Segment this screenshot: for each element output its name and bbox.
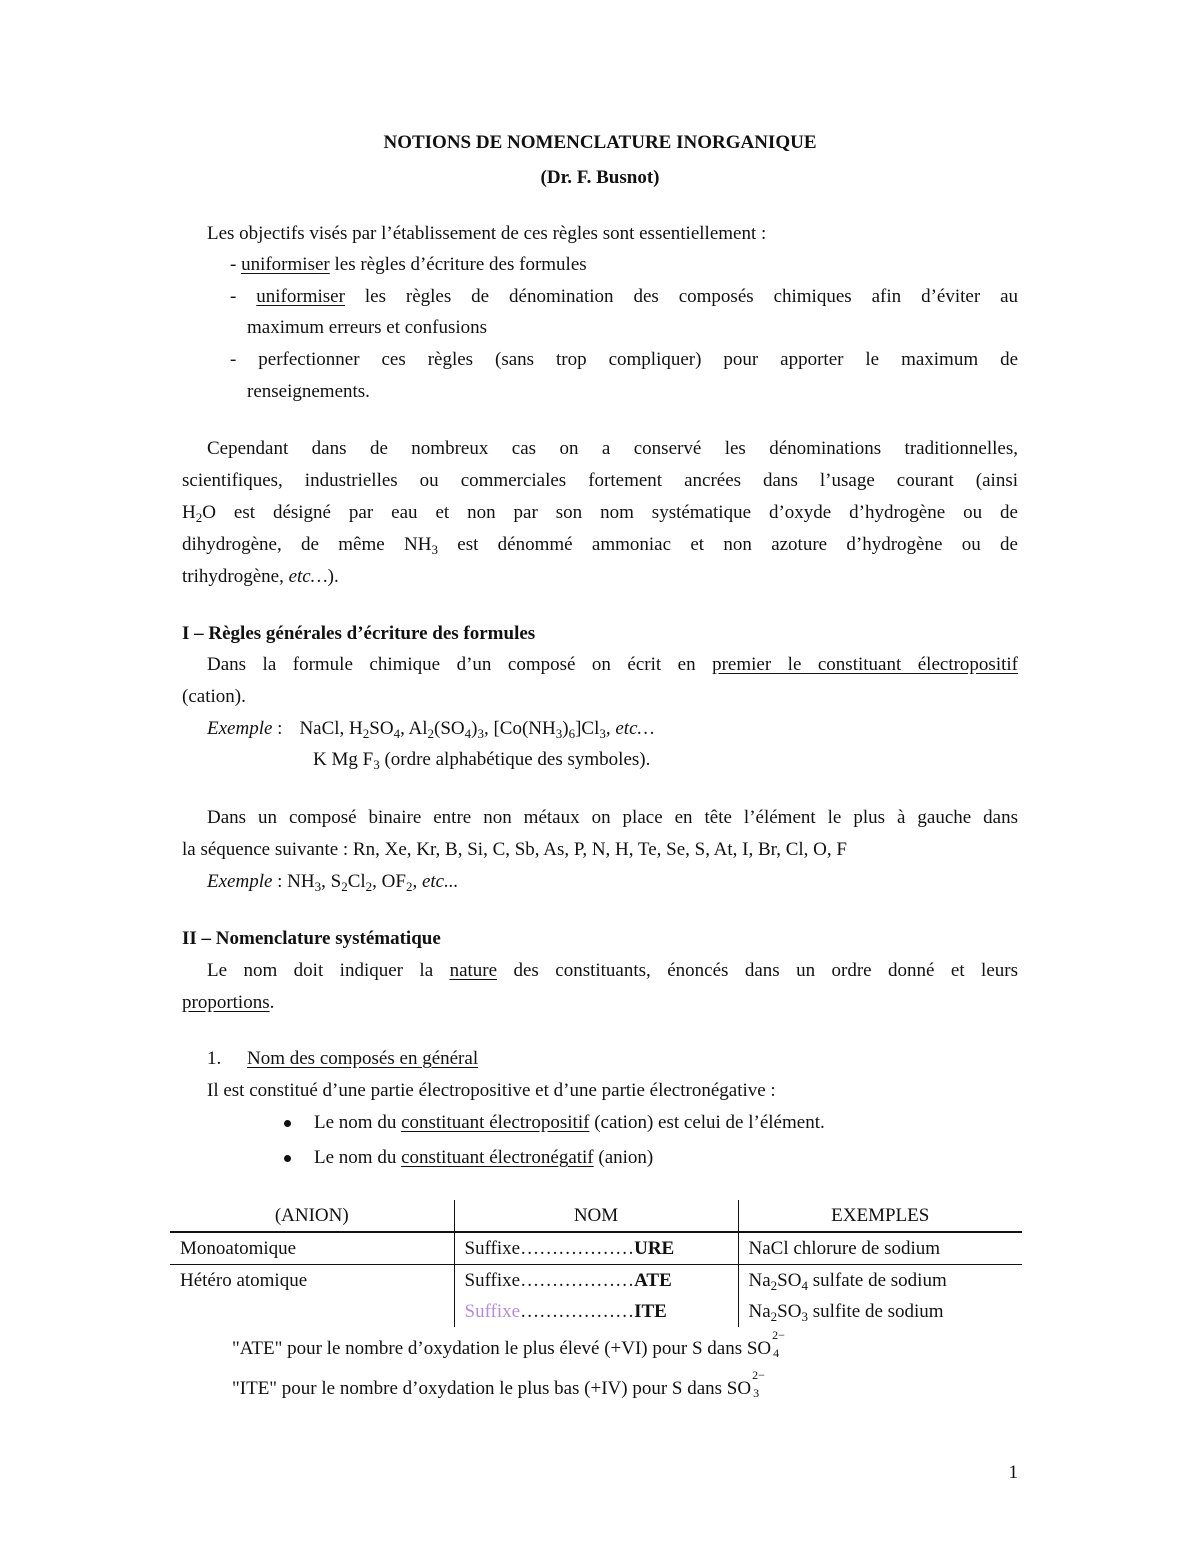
ex3-t8: , — [412, 871, 422, 892]
table-header-row — [170, 1200, 1022, 1232]
r3-na: Na — [748, 1300, 771, 1322]
r3-name: sulfite de sodium — [807, 1300, 944, 1322]
suffix-ure: URE — [634, 1237, 675, 1259]
table-cell: Hétéro atomique — [180, 1269, 308, 1291]
ex1-t12: ) — [562, 718, 569, 739]
subsection-1-paragraph: Il est constitué d’une partie électropositive et d’une partie électronégative : — [207, 1080, 776, 1101]
section-1-p1-line-2: (cation). — [182, 686, 246, 707]
bullet-1-b: (cation) est celui de l’élément. — [589, 1112, 825, 1133]
section-1-p1-a: Dans la formule chimique d’un composé on écrit en — [207, 654, 713, 675]
intro-item-3-line-1: - perfectionner ces règles (sans trop compliquer) pour apporter le maximum de — [230, 349, 1018, 370]
note-ate — [232, 1328, 785, 1361]
ex3-s3: 2 — [341, 879, 348, 894]
section-2-p1-a: Le nom doit indiquer la — [207, 960, 450, 981]
suffix-word-highlighted: Suffixe — [464, 1300, 521, 1322]
r2-na-sub: 2 — [770, 1277, 778, 1293]
table-cell: Monoatomique — [170, 1232, 454, 1265]
ex1-t4: , Al — [400, 718, 428, 739]
note-ate-text: "ATE" pour le nombre d’oxydation le plus élevé (+VI) pour S dans SO — [232, 1338, 772, 1359]
section-2-p1-line-1 — [207, 959, 1018, 983]
r2-name: sulfate de sodium — [807, 1269, 947, 1291]
intro-item-1-text: les règles d’écriture des formules — [329, 254, 587, 275]
section-1-example-1 — [207, 717, 654, 741]
example-3-label: Exemple — [207, 871, 273, 892]
ex3-s1: 3 — [314, 879, 322, 894]
bullet-1-a: Le nom du — [314, 1112, 402, 1133]
intro-item-3-text: perfectionner ces règles (sans trop compliquer) pour apporter le maximum de — [258, 349, 1018, 370]
r3-na-sub: 2 — [770, 1308, 778, 1324]
section-1-example-3 — [207, 870, 458, 894]
section-1-p2-line-1: Dans un composé binaire entre non métaux on place en tête l’élément le plus à gauche dans — [207, 807, 1018, 828]
bullet-2-a: Le nom du — [314, 1147, 402, 1168]
ex3-t6: , OF — [372, 871, 406, 892]
r3-so-sub: 3 — [801, 1308, 808, 1324]
ex2-sub: 3 — [373, 757, 380, 772]
r3-so: SO — [777, 1300, 802, 1322]
ex1-t2: SO — [369, 718, 394, 739]
section-2-heading: II – Nomenclature systématique — [182, 928, 441, 949]
section-2-p1-proportions: proportions — [182, 992, 270, 1013]
section-1-p1-underlined: premier le constituant électropositif — [712, 654, 1018, 675]
r2-so-sub: 4 — [801, 1277, 808, 1293]
ex1-s7: 4 — [464, 726, 472, 741]
subsection-1-title: Nom des composés en général — [247, 1048, 479, 1069]
intro-item-2-underlined: uniformiser — [256, 286, 345, 307]
bullet-2-b: (anion) — [593, 1147, 654, 1168]
ex1-s11: 3 — [555, 726, 563, 741]
para2-line-5-etc: etc… — [288, 566, 328, 587]
sulfite-charge: 2− — [752, 1368, 765, 1382]
ex1-t10: , [Co(NH — [483, 718, 556, 739]
bullet-2-underlined: constituant électronégatif — [401, 1147, 594, 1168]
sulfite-index: 3 — [753, 1386, 760, 1400]
para2-line-5-b: ). — [327, 566, 339, 587]
sulfate-charge: 2− — [772, 1328, 785, 1342]
table-row — [170, 1296, 1022, 1327]
table-cell — [738, 1265, 1022, 1297]
r2-na: Na — [748, 1269, 771, 1291]
para2-line-4-b: est dénommé ammoniac et non azoture d’hydrogène ou de — [437, 534, 1018, 555]
ex1-t14: ]Cl — [575, 718, 600, 739]
suffix-dots: ……………… — [520, 1300, 635, 1322]
section-1-example-2 — [313, 748, 650, 772]
ex1-t8: ) — [471, 718, 478, 739]
section-1-p1-line-1 — [207, 653, 1018, 677]
bullet-dot-icon — [284, 1120, 291, 1127]
section-2-p1-line-2 — [182, 991, 274, 1015]
section-2-p1-nature: nature — [449, 960, 498, 981]
intro-lead: Les objectifs visés par l’établissement de ces règles sont essentiellement : — [207, 223, 767, 244]
section-1-heading: I – Règles générales d’écriture des formules — [182, 623, 536, 644]
subsection-1-number: 1. — [207, 1048, 222, 1069]
para2-line-1: Cependant dans de nombreux cas on a conservé les dénominations traditionnelles, — [207, 438, 1018, 459]
bullet-dot-icon — [284, 1155, 291, 1162]
para2-line-5 — [182, 565, 339, 589]
table-cell — [738, 1296, 1022, 1327]
ex3-t4: Cl — [347, 871, 366, 892]
suffix-ite: ITE — [634, 1300, 667, 1322]
para2-line-2: scientifiques, industrielles ou commerciales fortement ancrées dans l’usage courant (ainsi — [182, 470, 1018, 491]
suffix-table — [170, 1200, 1022, 1327]
ex1-s13: 6 — [568, 726, 576, 741]
para2-line-4-sub: 3 — [431, 542, 438, 557]
table-row — [170, 1265, 1022, 1297]
para2-line-5-a: trihydrogène, — [182, 566, 289, 587]
intro-item-2-line-2: maximum erreurs et confusions — [247, 317, 488, 338]
table-header-nom: NOM — [454, 1200, 738, 1232]
intro-item-1: - uniformiser les règles d’écriture des formules — [230, 254, 587, 275]
page-number: 1 — [1008, 1462, 1018, 1483]
ex1-t6: (SO — [434, 718, 465, 739]
document-author: (Dr. F. Busnot) — [540, 167, 660, 188]
section-2-p1-c: . — [269, 992, 275, 1013]
suffix-ate: ATE — [634, 1269, 672, 1291]
document-title: NOTIONS DE NOMENCLATURE INORGANIQUE — [383, 132, 817, 153]
bullet-2 — [314, 1146, 653, 1170]
ex3-etc: etc... — [421, 871, 459, 892]
table-header-exemples: EXEMPLES — [738, 1200, 1022, 1232]
para2-line-4-a: dihydrogène, de même NH — [182, 534, 432, 555]
ex1-s15: 3 — [599, 726, 606, 741]
intro-item-2-text: les règles de dénomination des composés chimiques afin d’éviter au — [344, 286, 1019, 307]
ex2-a: K Mg F — [313, 749, 374, 770]
ex3-t2: , S — [321, 871, 342, 892]
ex3-s7: 2 — [405, 879, 413, 894]
table-cell — [454, 1265, 738, 1297]
intro-item-3-line-2: renseignements. — [247, 381, 370, 402]
sulfate-ion — [771, 1328, 785, 1361]
para2-line-3 — [182, 501, 1018, 525]
sulfate-index: 4 — [773, 1346, 780, 1360]
note-ite-text: "ITE" pour le nombre d’oxydation le plus bas (+IV) pour S dans SO — [232, 1378, 752, 1399]
table-header-anion: (ANION) — [170, 1200, 454, 1232]
section-2-p1-b: des constituants, énoncés dans un ordre donné et leurs — [497, 960, 1018, 981]
para2-h-sub: 2 — [195, 510, 203, 525]
intro-item-2-line-1: - uniformiser les règles de dénomination des composés chimiques afin d’éviter au — [230, 286, 1019, 307]
bullet-1 — [314, 1111, 825, 1135]
ex1-s9: 3 — [477, 726, 484, 741]
sulfite-ion — [751, 1368, 765, 1401]
suffix-dots: Suffixe……………… — [464, 1237, 635, 1259]
suffix-dots: Suffixe……………… — [464, 1269, 635, 1291]
example-label: Exemple — [207, 718, 273, 739]
table-cell — [454, 1232, 738, 1265]
section-1-p2-line-2: la séquence suivante : Rn, Xe, Kr, B, Si, C, Sb, As, P, N, H, Te, Se, S, At, I, Br, Cl, O, F — [182, 839, 847, 860]
table-cell — [170, 1296, 454, 1327]
para2-line-3-text: O est désigné par eau et non par son nom systématique d’oxyde d’hydrogène ou de — [202, 502, 1018, 523]
ex1-t0: NaCl, H — [299, 718, 363, 739]
note-ite — [232, 1368, 765, 1401]
ex1-s1: 2 — [362, 726, 370, 741]
ex1-etc: etc… — [615, 718, 655, 739]
ex3-s5: 2 — [365, 879, 373, 894]
example-colon: : — [272, 718, 283, 739]
ex1-t16: , — [605, 718, 616, 739]
ex1-s5: 2 — [427, 726, 435, 741]
ex2-b: (ordre alphabétique des symboles). — [379, 749, 651, 770]
r2-so: SO — [777, 1269, 802, 1291]
bullet-1-underlined: constituant électropositif — [401, 1112, 590, 1133]
para2-line-4 — [182, 533, 1018, 557]
ex3-t0: : NH — [272, 871, 315, 892]
ex1-s3: 4 — [393, 726, 401, 741]
table-cell — [454, 1296, 738, 1327]
para2-h: H — [182, 502, 196, 523]
intro-item-1-underlined: uniformiser — [241, 254, 330, 275]
table-row — [170, 1232, 1022, 1265]
table-cell: NaCl chlorure de sodium — [738, 1232, 1022, 1265]
